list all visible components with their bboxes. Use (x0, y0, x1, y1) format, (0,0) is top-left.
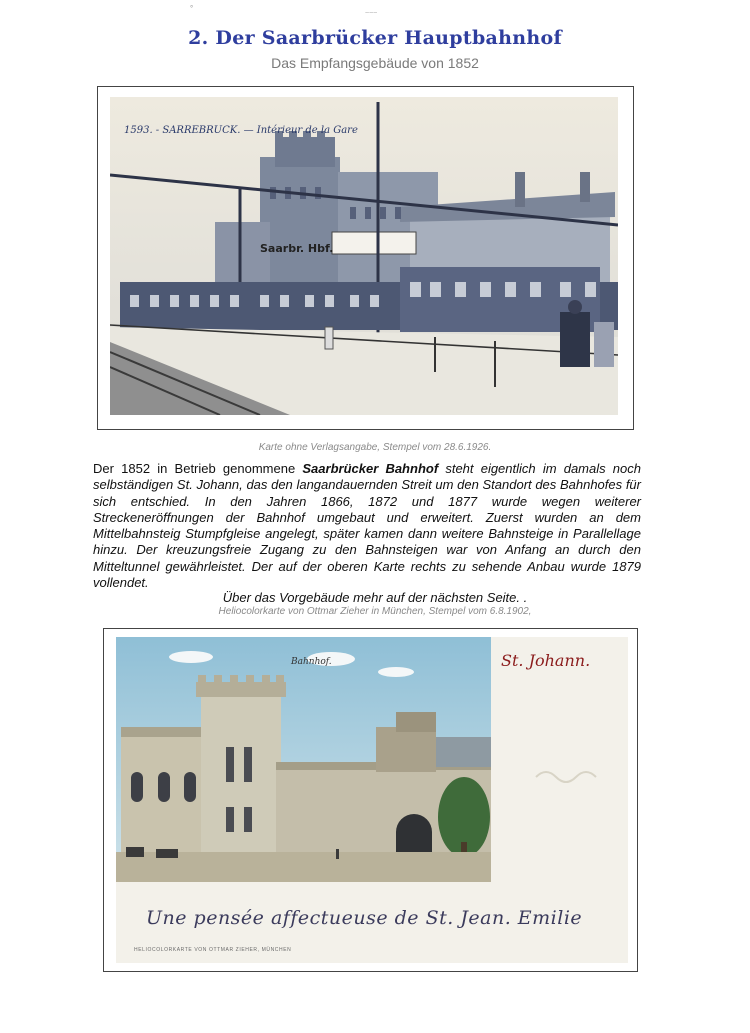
handwritten-greeting: Une pensée affectueuse de St. Jean. Emilie (146, 907, 583, 929)
paragraph-body: steht eigentlich im damals noch selbständigen St. Johann, das den langandauernden Streit um den Standort des Bahnhofes für sich entschied. In den Jahren 1866, 1872 und 1877 wurde wegen weiterer Streckeneröffnungen der Bahnhof umgebaut und erweitert. Zuerst wurden an dem Mittelbahnsteig Stumpfgleise angelegt, später kamen dann weitere Bahnsteige in Parallellage hinzu. Der kreuzungsfreie Zugang zu den Bahnsteigen war von Anfang an durch den Mitteltunnel gewährleistet. Der auf der oberen Karte rechts zu sehende Anbau wurde 1879 vollendet. (93, 461, 642, 591)
pencil-mark: ° (190, 4, 194, 13)
paragraph-lead: Der 1852 in Betrieb genommene (93, 461, 303, 476)
page-subtitle: Das Empfangsgebäude von 1852 (271, 55, 479, 71)
postcard-printed-caption: 1593. - SARREBRUCK. — Intérieur de la Gare (124, 125, 358, 136)
postcard-2-caption: Heliocolorkarte von Ottmar Zieher in München, Stempel vom 6.8.1902, (218, 606, 532, 617)
next-page-note: Über das Vorgebäude mehr auf der nächsten Seite. . (222, 590, 528, 605)
postcard-frame-2 (103, 628, 638, 972)
pencil-mark: ~~~ (365, 10, 378, 17)
postcard-st-johann (116, 637, 628, 963)
station-sign: Saarbr. Hbf. (260, 242, 334, 255)
station-interior-photo (110, 97, 618, 415)
paragraph-bold: Saarbrücker Bahnhof (302, 461, 439, 476)
page-title: 2. Der Saarbrücker Hauptbahnhof (188, 27, 562, 49)
postcard-frame-1 (97, 86, 634, 430)
postcard-station-interior (110, 97, 618, 415)
place-name: St. Johann. (501, 651, 591, 670)
picture-label: Bahnhof. (291, 657, 332, 667)
postcard-1-caption: Karte ohne Verlagsangabe, Stempel vom 28.6.1926. (258, 442, 492, 453)
publisher-imprint: HELIOCOLORKARTE VON OTTMAR ZIEHER, MÜNCHEN (134, 947, 292, 953)
description-paragraph (93, 461, 641, 591)
